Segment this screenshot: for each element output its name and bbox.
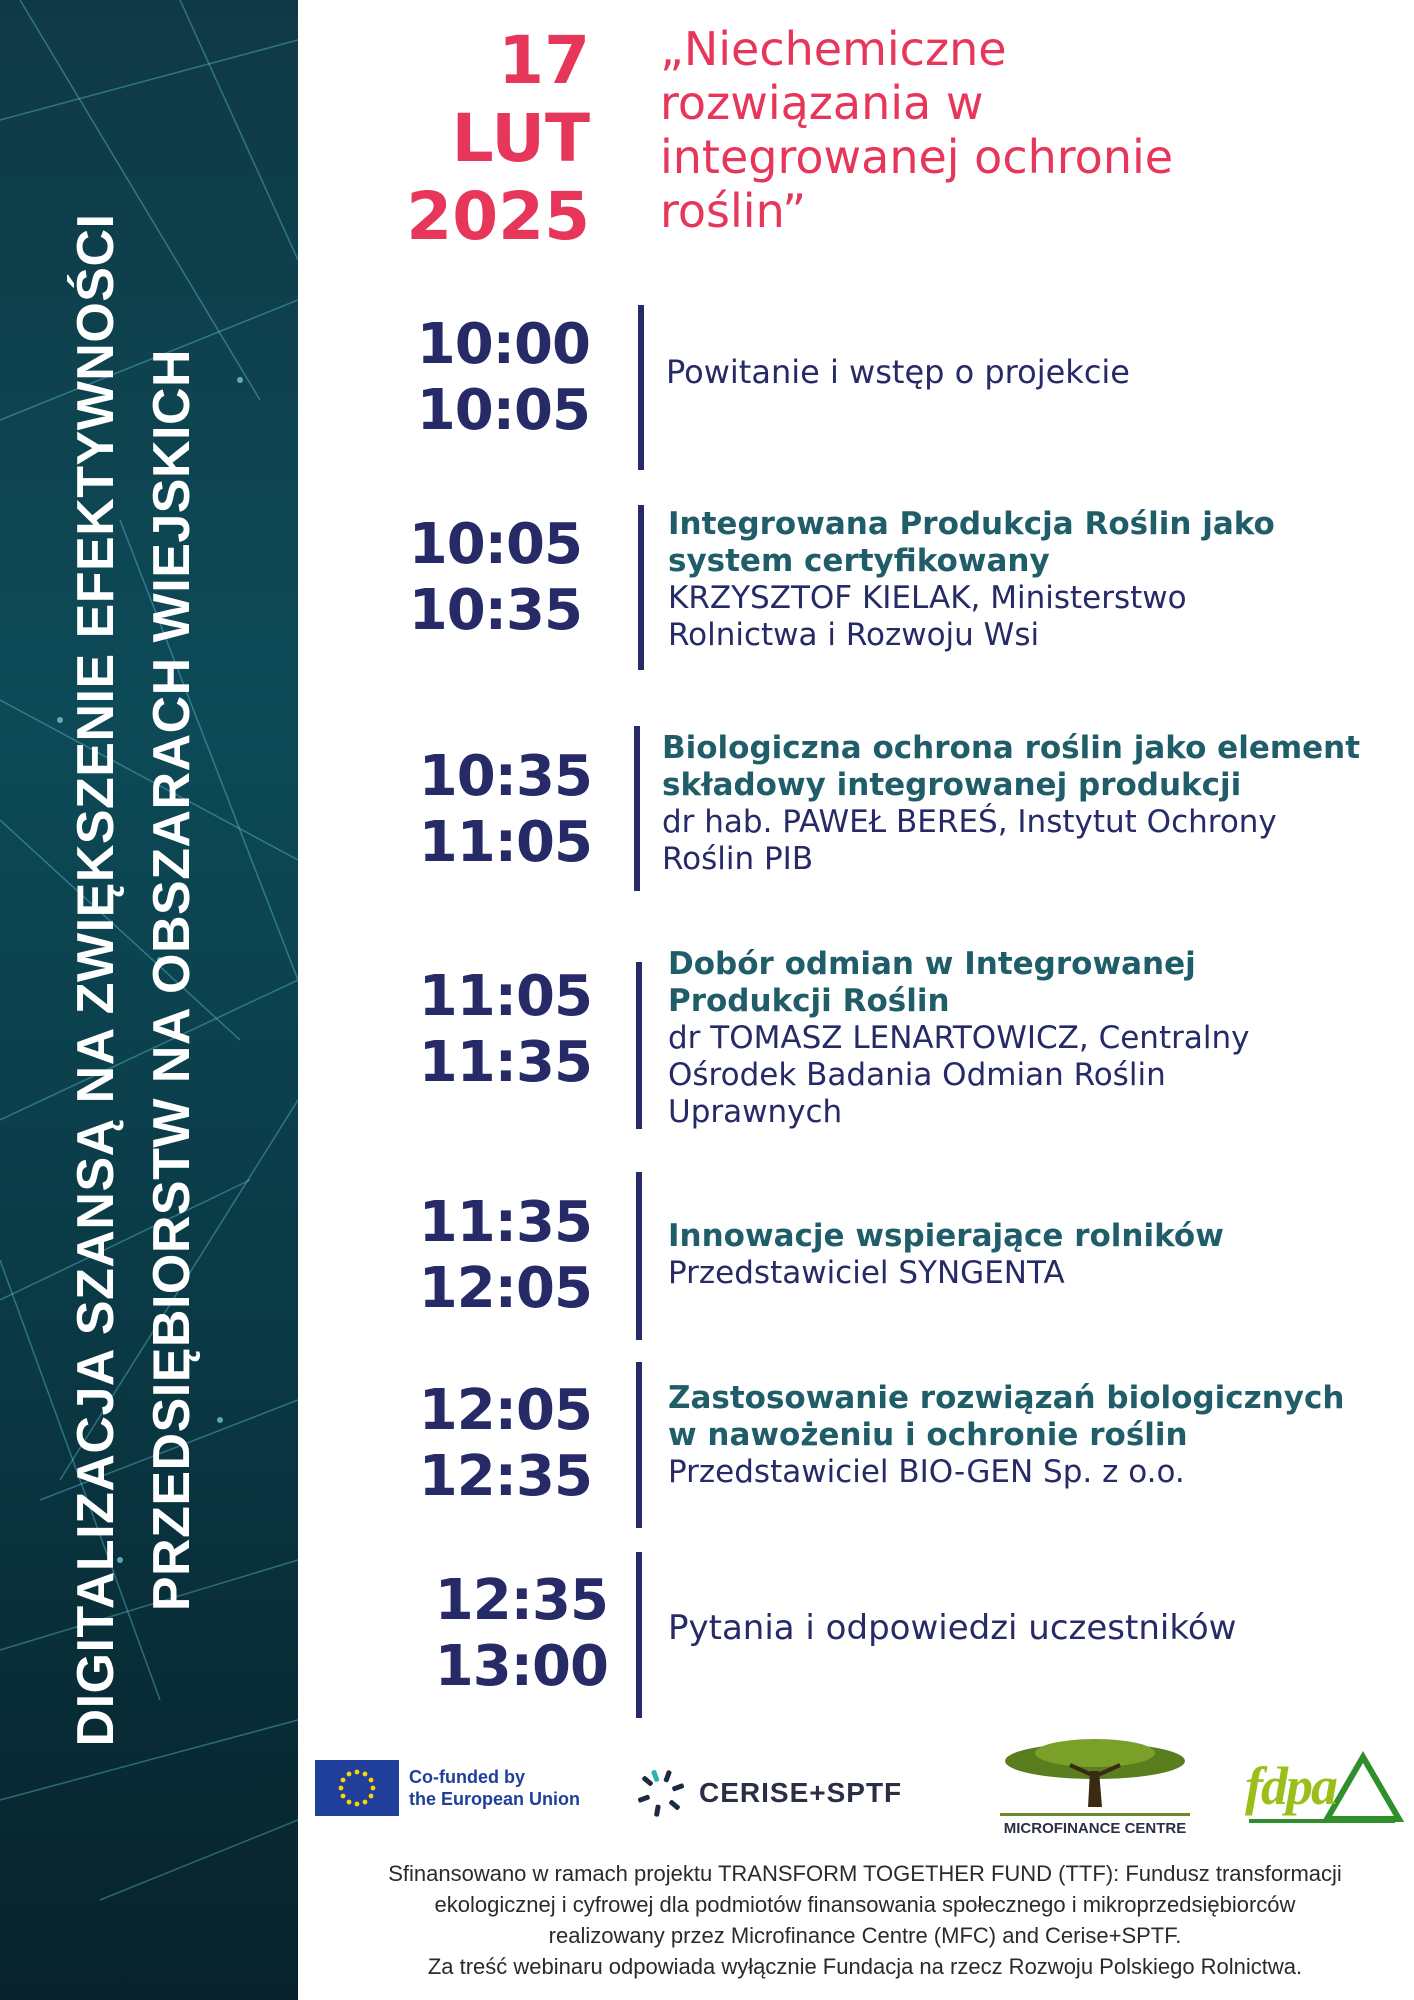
side-title [58, 150, 210, 1810]
time-start: 12:05 [418, 1378, 592, 1443]
time-start: 11:35 [418, 1190, 592, 1255]
divider [638, 305, 644, 470]
time-start: 10:00 [416, 312, 590, 377]
time-range [300, 964, 592, 1096]
item-title: Produkcji Roślin [668, 983, 950, 1019]
event-title [660, 22, 1360, 238]
side-title-line2: PRZEDSIĘBIORSTW NA OBSZARACH WIEJSKICH [143, 348, 201, 1612]
time-end: 10:05 [416, 378, 590, 443]
cerise-text: CERISE+SPTF [699, 1777, 903, 1808]
item-speaker: dr hab. PAWEŁ BEREŚ, Instytut Ochrony [662, 804, 1277, 840]
item-title: Zastosowanie rozwiązań biologicznych [668, 1380, 1345, 1416]
time-end: 13:00 [434, 1634, 608, 1699]
cerise-burst-icon [635, 1767, 687, 1819]
mfc-text: MICROFINANCE CENTRE [1000, 1813, 1190, 1837]
time-end: 12:05 [418, 1256, 592, 1321]
date-day: 17 [498, 22, 590, 99]
event-title-line: roślin” [660, 184, 807, 238]
time-range [300, 1378, 592, 1510]
date-year: 2025 [406, 178, 590, 255]
schedule-item [300, 1362, 1414, 1532]
tree-icon [1000, 1735, 1190, 1809]
event-title-line: integrowanej ochronie [660, 130, 1174, 184]
footer-note [330, 1858, 1400, 1982]
item-description [668, 1610, 1388, 1647]
item-speaker: Uprawnych [668, 1094, 843, 1130]
eu-flag-icon [315, 1760, 399, 1816]
item-speaker: dr TOMASZ LENARTOWICZ, Centralny [668, 1020, 1250, 1056]
time-range [300, 512, 582, 644]
fdpa-text: fdpa [1245, 1756, 1336, 1816]
eu-logo [315, 1760, 580, 1816]
footer-line: Za treść webinaru odpowiada wyłącznie Fundacja na rzecz Rozwoju Polskiego Rolnictwa. [427, 1954, 1303, 1979]
item-description [668, 1218, 1388, 1292]
schedule-item [300, 722, 1414, 892]
time-range [300, 1568, 608, 1700]
item-speaker: Roślin PIB [662, 841, 814, 877]
time-start: 11:05 [418, 964, 592, 1029]
item-text: Pytania i odpowiedzi uczestników [668, 1608, 1237, 1648]
item-speaker: Ośrodek Badania Odmian Roślin [668, 1057, 1166, 1093]
time-start: 10:05 [408, 512, 582, 577]
footer-line: Sfinansowano w ramach projektu TRANSFORM TOGETHER FUND (TTF): Fundusz transformacji [388, 1861, 1342, 1886]
item-speaker: Przedstawiciel SYNGENTA [668, 1255, 1065, 1291]
item-text: Powitanie i wstęp o projekcie [666, 353, 1130, 391]
divider [636, 1552, 642, 1718]
divider [636, 1172, 642, 1340]
time-range [300, 1190, 592, 1322]
divider [636, 1362, 642, 1528]
footer-line: ekologicznej i cyfrowej dla podmiotów finansowania społecznego i mikroprzedsiębiorców [434, 1892, 1296, 1917]
schedule-item [300, 300, 1414, 470]
footer-line: realizowany przez Microfinance Centre (MFC) and Cerise+SPTF. [548, 1923, 1182, 1948]
item-description [668, 506, 1388, 654]
mfc-logo [970, 1735, 1220, 1837]
cerise-logo [635, 1767, 902, 1819]
schedule-item [300, 946, 1414, 1130]
divider [636, 962, 642, 1129]
item-title: Dobór odmian w Integrowanej [668, 946, 1196, 982]
item-title: Integrowana Produkcja Roślin jako [668, 506, 1275, 542]
time-range [300, 744, 592, 876]
date-month: LUT [451, 100, 590, 177]
item-title: Biologiczna ochrona roślin jako element [662, 730, 1361, 766]
event-date [390, 22, 590, 256]
item-title: Innowacje wspierające rolników [668, 1218, 1224, 1254]
time-range [300, 312, 590, 444]
item-description [662, 730, 1414, 878]
item-speaker: Przedstawiciel BIO-GEN Sp. z o.o. [668, 1454, 1185, 1490]
schedule-item [300, 1552, 1414, 1722]
eu-text-line: Co-funded by [409, 1767, 525, 1787]
side-title-line1: DIGITALIZACJA SZANSĄ NA ZWIĘKSZENIE EFEKTYWNOŚCI [67, 213, 125, 1747]
side-panel [0, 0, 298, 2000]
partner-logos [310, 1735, 1410, 1845]
item-description [666, 354, 1386, 391]
time-start: 12:35 [434, 1568, 608, 1633]
time-end: 11:05 [418, 810, 592, 875]
divider [638, 505, 644, 670]
item-title: w nawożeniu i ochronie roślin [668, 1417, 1188, 1453]
fdpa-logo [1245, 1755, 1336, 1817]
event-title-line: „Niechemiczne [660, 22, 1007, 76]
eu-text-line: the European Union [409, 1789, 580, 1809]
divider [634, 726, 640, 891]
time-start: 10:35 [418, 744, 592, 809]
item-title: system certyfikowany [668, 543, 1050, 579]
schedule-item [300, 1172, 1414, 1342]
item-title: składowy integrowanej produkcji [662, 767, 1242, 803]
time-end: 10:35 [408, 578, 582, 643]
event-title-line: rozwiązania w [660, 76, 984, 130]
item-speaker: Rolnictwa i Rozwoju Wsi [668, 617, 1040, 653]
time-end: 12:35 [418, 1444, 592, 1509]
time-end: 11:35 [418, 1030, 592, 1095]
item-description [668, 946, 1388, 1131]
item-speaker: KRZYSZTOF KIELAK, Ministerstwo [668, 580, 1187, 616]
schedule-item [300, 500, 1414, 670]
item-description [668, 1380, 1408, 1491]
